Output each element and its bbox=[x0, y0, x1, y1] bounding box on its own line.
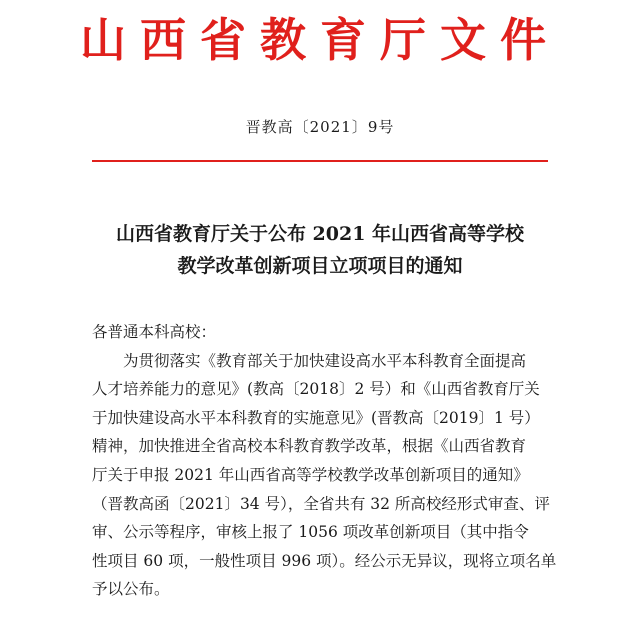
body-line: 于加快建设高水平本科教育的实施意见》(晋教高〔2019〕1 号） bbox=[92, 408, 540, 427]
body-line: 为贯彻落实《教育部关于加快建设高水平本科教育全面提高 bbox=[123, 351, 527, 370]
notice-title-line-1: 山西省教育厅关于公布 2021 年山西省高等学校 bbox=[115, 223, 525, 245]
document-number: 晋教高〔2021〕9号 bbox=[245, 118, 395, 136]
body-line: 厅关于申报 2021 年山西省高等学校教学改革创新项目的通知》 bbox=[92, 465, 529, 484]
body-line: 予以公布。 bbox=[92, 580, 170, 599]
body-line: 人才培养能力的意见》(教高〔2018〕2 号）和《山西省教育厅关 bbox=[92, 380, 540, 399]
document-header-title: 山西省教育厅文件 bbox=[80, 13, 560, 67]
body-line: 精神，加快推进全省高校本科教育教学改革，根据《山西省教育 bbox=[92, 437, 527, 456]
body-line: （晋教高函〔2021〕34 号），全省共有 32 所高校经形式审查、评 bbox=[92, 494, 550, 513]
body-line: 审、公示等程序，审核上报了 1056 项改革创新项目（其中指令 bbox=[92, 523, 529, 542]
notice-body bbox=[92, 318, 560, 604]
salutation: 各普通本科高校： bbox=[92, 323, 217, 341]
red-divider-rule bbox=[92, 160, 548, 162]
body-line: 性项目 60 项，一般性项目 996 项）。经公示无异议，现将立项名单 bbox=[92, 551, 557, 570]
notice-title bbox=[0, 218, 640, 282]
notice-title-line-2: 教学改革创新项目立项项目的通知 bbox=[177, 255, 463, 277]
